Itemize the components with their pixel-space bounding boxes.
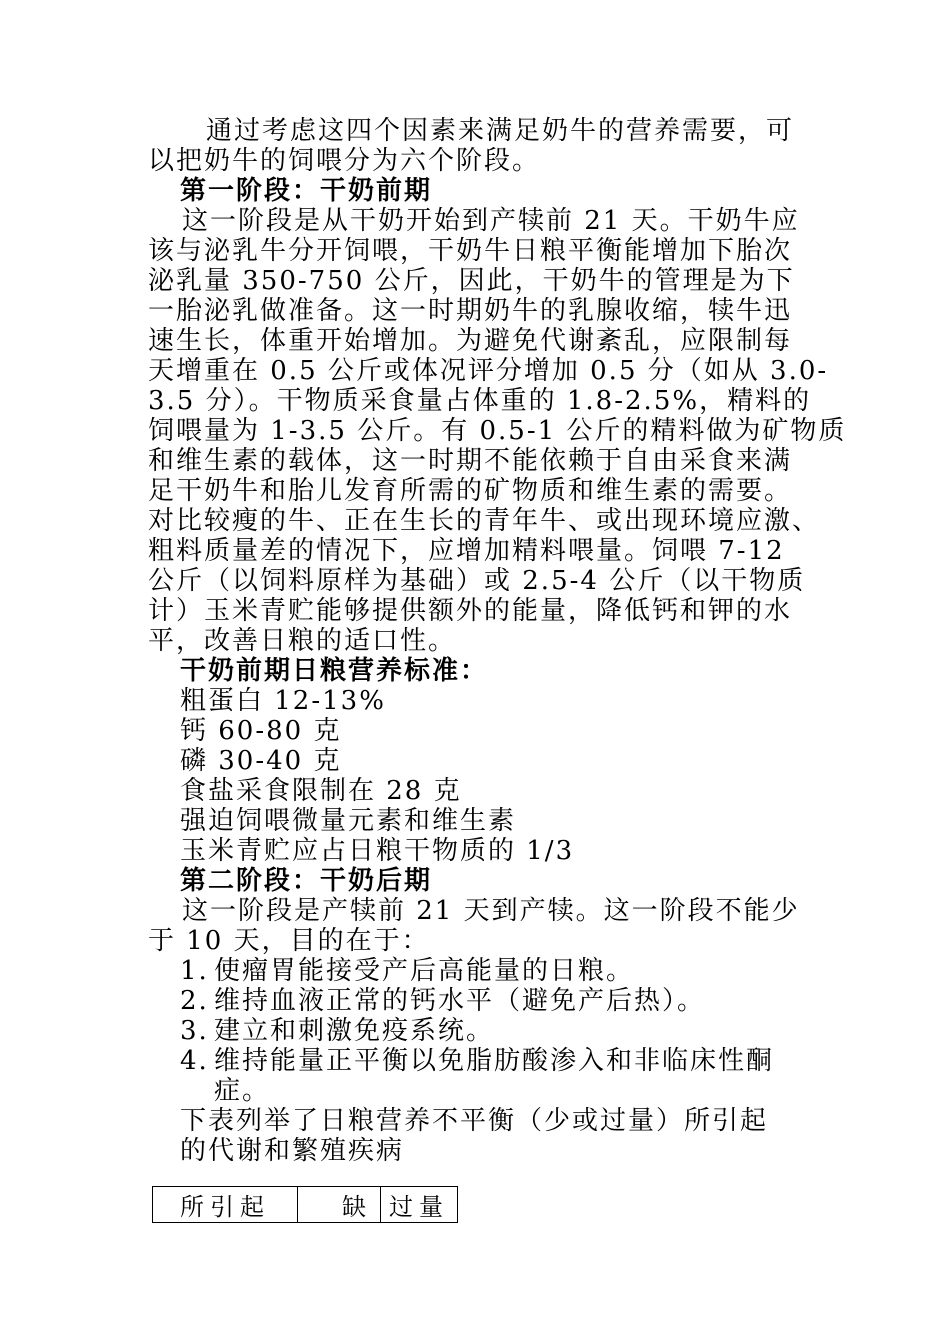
goal-text: 维持能量正平衡以免脂肪酸渗入和非临床性酮 — [214, 1046, 775, 1076]
stage1-line-2: 该与泌乳牛分开饲喂，干奶牛日粮平衡能增加下胎次 — [148, 236, 793, 266]
stage1-line-13: 公斤（以饲料原样为基础）或 2.5-4 公斤（以干物质 — [148, 566, 806, 596]
stage1-heading: 第一阶段：干奶前期 — [180, 176, 433, 206]
goal-number: 2. — [180, 986, 209, 1016]
stage1-line-8: 饲喂量为 1-3.5 公斤。有 0.5-1 公斤的精料做为矿物质 — [148, 416, 847, 446]
goal-4-continuation: 症。 — [214, 1076, 271, 1106]
stage1-line-12: 粗料质量差的情况下，应增加精料喂量。饲喂 7-12 — [148, 536, 785, 566]
goal-number: 3. — [180, 1016, 209, 1046]
table-intro-line-2: 的代谢和繁殖疾病 — [180, 1136, 405, 1166]
goal-text: 维持血液正常的钙水平（避免产后热）。 — [214, 986, 706, 1016]
table-intro-line-1: 下表列举了日粮营养不平衡（少或过量）所引起 — [180, 1106, 769, 1136]
stage1-line-4: 一胎泌乳做准备。这一时期奶牛的乳腺收缩，犊牛迅 — [148, 296, 793, 326]
goal-number: 1. — [180, 956, 209, 986]
table-header-row — [153, 1187, 458, 1223]
stage1-line-10: 足干奶牛和胎儿发育所需的矿物质和维生素的需要。 — [148, 476, 793, 506]
standard-item: 强迫饲喂微量元素和维生素 — [180, 806, 517, 836]
table-header-cell: 缺 — [298, 1187, 381, 1223]
standard-item: 钙 60-80 克 — [180, 716, 342, 746]
goal-text: 使瘤胃能接受产后高能量的日粮。 — [214, 956, 635, 986]
disease-table — [152, 1186, 458, 1223]
standard-heading: 干奶前期日粮营养标准： — [180, 656, 489, 686]
standard-item: 玉米青贮应占日粮干物质的 1/3 — [180, 836, 575, 866]
stage1-line-6: 天增重在 0.5 公斤或体况评分增加 0.5 分（如从 3.0- — [148, 356, 829, 386]
table-header-cell: 所引起 — [153, 1187, 298, 1223]
stage2-line-1: 这一阶段是产犊前 21 天到产犊。这一阶段不能少 — [182, 896, 800, 926]
stage2-line-2: 于 10 天，目的在于： — [148, 926, 430, 956]
standard-item: 磷 30-40 克 — [180, 746, 342, 776]
goal-number: 4. — [180, 1046, 209, 1076]
intro-line-1: 通过考虑这四个因素来满足奶牛的营养需要，可 — [206, 116, 795, 146]
standard-item: 粗蛋白 12-13% — [180, 686, 386, 716]
stage1-line-9: 和维生素的载体，这一时期不能依赖于自由采食来满 — [148, 446, 793, 476]
intro-line-2: 以把奶牛的饲喂分为六个阶段。 — [148, 146, 541, 176]
stage1-line-3: 泌乳量 350-750 公斤，因此，干奶牛的管理是为下 — [148, 266, 795, 296]
stage1-line-15: 平，改善日粮的适口性。 — [148, 626, 457, 656]
stage1-line-11: 对比较瘦的牛、正在生长的青年牛、或出现环境应激、 — [148, 506, 821, 536]
standard-item: 食盐采食限制在 28 克 — [180, 776, 462, 806]
stage2-heading: 第二阶段：干奶后期 — [180, 866, 433, 896]
stage1-line-5: 速生长，体重开始增加。为避免代谢紊乱，应限制每 — [148, 326, 793, 356]
stage1-line-1: 这一阶段是从干奶开始到产犊前 21 天。干奶牛应 — [182, 206, 800, 236]
stage1-line-14: 计）玉米青贮能够提供额外的能量，降低钙和钾的水 — [148, 596, 793, 626]
table-header-cell: 过量 — [381, 1187, 458, 1223]
goal-text: 建立和刺激免疫系统。 — [214, 1016, 495, 1046]
stage1-line-7: 3.5 分）。干物质采食量占体重的 1.8-2.5%，精料的 — [148, 386, 812, 416]
